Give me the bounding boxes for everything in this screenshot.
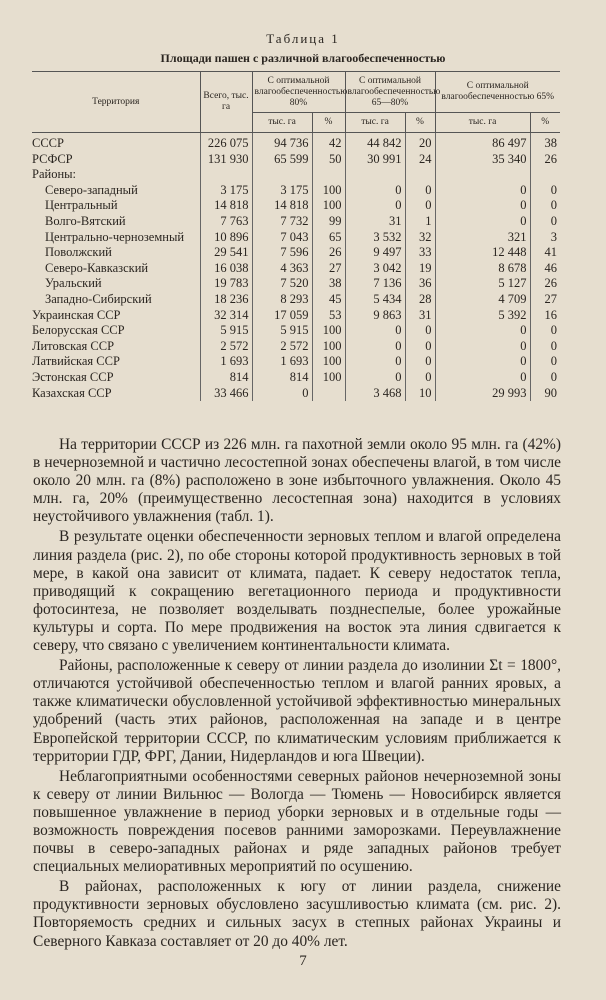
cell-p1: 26 — [312, 245, 345, 261]
cell-p2: 31 — [405, 308, 435, 324]
table-row — [32, 167, 560, 183]
cell-p2: 19 — [405, 261, 435, 277]
territory-name: Поволжский — [45, 245, 112, 260]
cell-total: 814 — [200, 370, 252, 386]
cell-p1: 38 — [312, 276, 345, 292]
table-row — [32, 308, 560, 324]
territory-name: Северо-западный — [45, 182, 138, 197]
cell-p2: 0 — [405, 198, 435, 214]
table-row — [32, 261, 560, 277]
cell-p3: 41 — [530, 245, 560, 261]
territory-name: Казахская ССР — [32, 385, 112, 400]
cell-p1: 100 — [312, 339, 345, 355]
cell-total — [200, 167, 252, 183]
cell-p2: 1 — [405, 214, 435, 230]
cell-p2: 28 — [405, 292, 435, 308]
territory-name: Эстонская ССР — [32, 369, 114, 384]
cell-p2: 10 — [405, 386, 435, 402]
cell-p3: 46 — [530, 261, 560, 277]
territory-name: Центрально-черноземный — [45, 229, 185, 244]
cell-a1: 65 599 — [252, 152, 312, 168]
cell-a3: 0 — [435, 339, 530, 355]
cell-p3: 0 — [530, 370, 560, 386]
cell-a2: 0 — [345, 354, 405, 370]
header-unit-tha: тыс. га — [345, 113, 405, 133]
cell-a1: 1 693 — [252, 354, 312, 370]
cell-p2: 36 — [405, 276, 435, 292]
cell-p1: 100 — [312, 323, 345, 339]
cell-a2: 31 — [345, 214, 405, 230]
header-group-2: С оптимальной влагообеспеченностью 65—80% — [345, 72, 435, 113]
territory-name: Западно-Сибирский — [45, 291, 152, 306]
paragraph: В районах, расположенных к югу от линии раздела, снижение продуктивности зерновых обусловлено засушливостью климата (см. рис. 2). Повторяемость средних и сильных засух в степных районах Украины и Северного Кавказа составляет от 20 до 40% лет. — [33, 878, 561, 950]
cell-total: 33 466 — [200, 386, 252, 402]
territory-name: Северо-Кавказский — [45, 260, 149, 275]
cell-a2: 3 532 — [345, 230, 405, 246]
cell-a3: 0 — [435, 370, 530, 386]
header-unit-pct: % — [530, 113, 560, 133]
table-row — [32, 292, 560, 308]
cell-a2: 9 863 — [345, 308, 405, 324]
cell-a2: 0 — [345, 339, 405, 355]
cell-total: 226 075 — [200, 133, 252, 152]
cell-p2: 0 — [405, 339, 435, 355]
header-unit-pct: % — [405, 113, 435, 133]
table-number: Таблица 1 — [266, 31, 340, 46]
table-row — [32, 152, 560, 168]
data-table — [32, 71, 560, 401]
cell-a3: 8 678 — [435, 261, 530, 277]
cell-p3: 0 — [530, 183, 560, 199]
cell-total: 131 930 — [200, 152, 252, 168]
cell-p2: 24 — [405, 152, 435, 168]
cell-a2: 7 136 — [345, 276, 405, 292]
cell-total: 7 763 — [200, 214, 252, 230]
cell-a1: 94 736 — [252, 133, 312, 152]
table-row — [32, 354, 560, 370]
cell-a3: 0 — [435, 183, 530, 199]
paragraph: Районы, расположенные к северу от линии раздела до изолинии Σt = 1800°, отличаются устойчивой обеспеченностью теплом и влагой ранних яровых, а также климатически обусловленной устойчивой эффективностью минеральных удобрений (часть этих районов, расположенная на западе и в центре Европейской территории СССР, по климатическим условиям приближается к территории ГДР, ФРГ, Дании, Нидерландов и юга Швеции). — [33, 657, 561, 765]
cell-total: 10 896 — [200, 230, 252, 246]
cell-total: 18 236 — [200, 292, 252, 308]
table-row — [32, 386, 560, 402]
cell-p1: 53 — [312, 308, 345, 324]
cell-a1: 2 572 — [252, 339, 312, 355]
table-row — [32, 214, 560, 230]
cell-a2: 3 468 — [345, 386, 405, 402]
table-row — [32, 276, 560, 292]
paragraph: На территории СССР из 226 млн. га пахотной земли около 95 млн. га (42%) в нечерноземной и частично лесостепной зонах обеспечены влагой, в том числе около 20 млн. га (8%) расположено в зоне избыточного увлажнения. Около 45 млн. га, 20% (преимущественно лесостепная зона) находится в условиях неустойчивого увлажнения (табл. 1). — [33, 436, 561, 526]
header-group-3: С оптимальной влагообеспеченностью 65% — [435, 72, 560, 113]
territory-name: СССР — [32, 136, 64, 150]
territory-name: Волго-Вятский — [45, 213, 126, 228]
cell-a1: 3 175 — [252, 183, 312, 199]
territory-name: Литовская ССР — [32, 338, 115, 353]
territory-name: Украинская ССР — [32, 307, 121, 322]
cell-p2: 0 — [405, 183, 435, 199]
territory-name: РСФСР — [32, 151, 73, 166]
territory-name: Латвийская ССР — [32, 354, 120, 369]
cell-p1: 99 — [312, 214, 345, 230]
cell-p3: 0 — [530, 339, 560, 355]
cell-a3: 0 — [435, 354, 530, 370]
cell-p3: 0 — [530, 354, 560, 370]
cell-a2: 5 434 — [345, 292, 405, 308]
cell-total: 14 818 — [200, 198, 252, 214]
page-number: 7 — [299, 953, 307, 969]
territory-name: Районы: — [32, 167, 77, 182]
cell-p3: 26 — [530, 276, 560, 292]
cell-p1 — [312, 167, 345, 183]
cell-a3: 4 709 — [435, 292, 530, 308]
cell-p3: 3 — [530, 230, 560, 246]
cell-p3: 90 — [530, 386, 560, 402]
cell-p1: 27 — [312, 261, 345, 277]
cell-a3: 12 448 — [435, 245, 530, 261]
cell-p2: 20 — [405, 133, 435, 152]
cell-a3: 0 — [435, 198, 530, 214]
cell-p1: 50 — [312, 152, 345, 168]
table-title: Площади пашен с различной влагообеспеченностью — [160, 51, 446, 65]
table-row — [32, 198, 560, 214]
header-territory: Территория — [32, 72, 200, 133]
paragraph: Неблагоприятными особенностями северных районов нечерноземной зоны к северу от линии Вильнюс — Вологда — Тюмень — Новосибирск является повышенное увлажнение в период уборки зерновых и в отдельные годы — возможность повреждения посевов ранними заморозками. Переувлажнение почвы в северо-западных районах и ряде западных районов требует специальных мелиоративных мероприятий по осушению. — [33, 767, 561, 876]
cell-p1: 45 — [312, 292, 345, 308]
cell-a2 — [345, 167, 405, 183]
cell-a1: 7 732 — [252, 214, 312, 230]
cell-a1: 8 293 — [252, 292, 312, 308]
cell-a1: 814 — [252, 370, 312, 386]
cell-p1: 65 — [312, 230, 345, 246]
cell-total: 3 175 — [200, 183, 252, 199]
header-unit-tha: тыс. га — [435, 113, 530, 133]
cell-p2: 32 — [405, 230, 435, 246]
cell-p1: 100 — [312, 354, 345, 370]
table-row — [32, 339, 560, 355]
cell-a2: 0 — [345, 183, 405, 199]
header-group-1: С оптимальной влагообеспеченностью 80% — [252, 72, 345, 113]
cell-a3: 5 392 — [435, 308, 530, 324]
cell-total: 5 915 — [200, 323, 252, 339]
cell-a2: 9 497 — [345, 245, 405, 261]
territory-name: Уральский — [45, 276, 102, 291]
cell-a1: 0 — [252, 386, 312, 402]
body-text — [33, 436, 561, 953]
cell-p2: 0 — [405, 354, 435, 370]
cell-p1: 100 — [312, 198, 345, 214]
cell-a2: 3 042 — [345, 261, 405, 277]
cell-p2: 33 — [405, 245, 435, 261]
table-row — [32, 370, 560, 386]
table-row — [32, 230, 560, 246]
cell-p3: 27 — [530, 292, 560, 308]
territory-name: Центральный — [45, 198, 118, 213]
cell-total: 19 783 — [200, 276, 252, 292]
header-unit-pct: % — [312, 113, 345, 133]
header-unit-tha: тыс. га — [252, 113, 312, 133]
cell-p3: 38 — [530, 133, 560, 152]
cell-a3: 86 497 — [435, 133, 530, 152]
cell-total: 1 693 — [200, 354, 252, 370]
cell-a3: 321 — [435, 230, 530, 246]
cell-p2: 0 — [405, 323, 435, 339]
cell-a3: 0 — [435, 323, 530, 339]
cell-a3: 35 340 — [435, 152, 530, 168]
table-row — [32, 133, 560, 152]
cell-a2: 0 — [345, 370, 405, 386]
cell-p3 — [530, 167, 560, 183]
table-body — [32, 133, 560, 402]
cell-a1 — [252, 167, 312, 183]
cell-p1 — [312, 386, 345, 402]
table-row — [32, 245, 560, 261]
cell-p3: 0 — [530, 323, 560, 339]
cell-total: 32 314 — [200, 308, 252, 324]
cell-p3: 0 — [530, 214, 560, 230]
cell-p2: 0 — [405, 370, 435, 386]
cell-a2: 44 842 — [345, 133, 405, 152]
header-total: Всего, тыс. га — [200, 72, 252, 133]
table-row — [32, 323, 560, 339]
cell-total: 29 541 — [200, 245, 252, 261]
paragraph: В результате оценки обеспеченности зерновых теплом и влагой определена линия раздела (рис. 2), по обе стороны которой продуктивность зерновых в той мере, в какой она зависит от климата, падает. К северу недостаток тепла, приводящий к сокращению вегетационного периода и продуктивности фотосинтеза, не позволяет возделывать позднеспелые, более урожайные культуры и сорта. По мере продвижения на восток эта линия сдвигается к северу, что связано с увеличением континентальности климата. — [33, 528, 561, 655]
cell-total: 16 038 — [200, 261, 252, 277]
table-row — [32, 183, 560, 199]
cell-p1: 100 — [312, 370, 345, 386]
cell-a3: 5 127 — [435, 276, 530, 292]
cell-a1: 17 059 — [252, 308, 312, 324]
cell-a1: 4 363 — [252, 261, 312, 277]
cell-p2 — [405, 167, 435, 183]
cell-a2: 30 991 — [345, 152, 405, 168]
cell-a1: 7 520 — [252, 276, 312, 292]
cell-a3 — [435, 167, 530, 183]
territory-name: Белорусская ССР — [32, 323, 125, 338]
cell-a3: 29 993 — [435, 386, 530, 402]
cell-p3: 26 — [530, 152, 560, 168]
cell-a3: 0 — [435, 214, 530, 230]
cell-a2: 0 — [345, 198, 405, 214]
cell-a1: 14 818 — [252, 198, 312, 214]
cell-a2: 0 — [345, 323, 405, 339]
cell-a1: 7 043 — [252, 230, 312, 246]
cell-p1: 42 — [312, 133, 345, 152]
cell-a1: 7 596 — [252, 245, 312, 261]
cell-a1: 5 915 — [252, 323, 312, 339]
cell-p3: 0 — [530, 198, 560, 214]
cell-total: 2 572 — [200, 339, 252, 355]
cell-p1: 100 — [312, 183, 345, 199]
cell-p3: 16 — [530, 308, 560, 324]
